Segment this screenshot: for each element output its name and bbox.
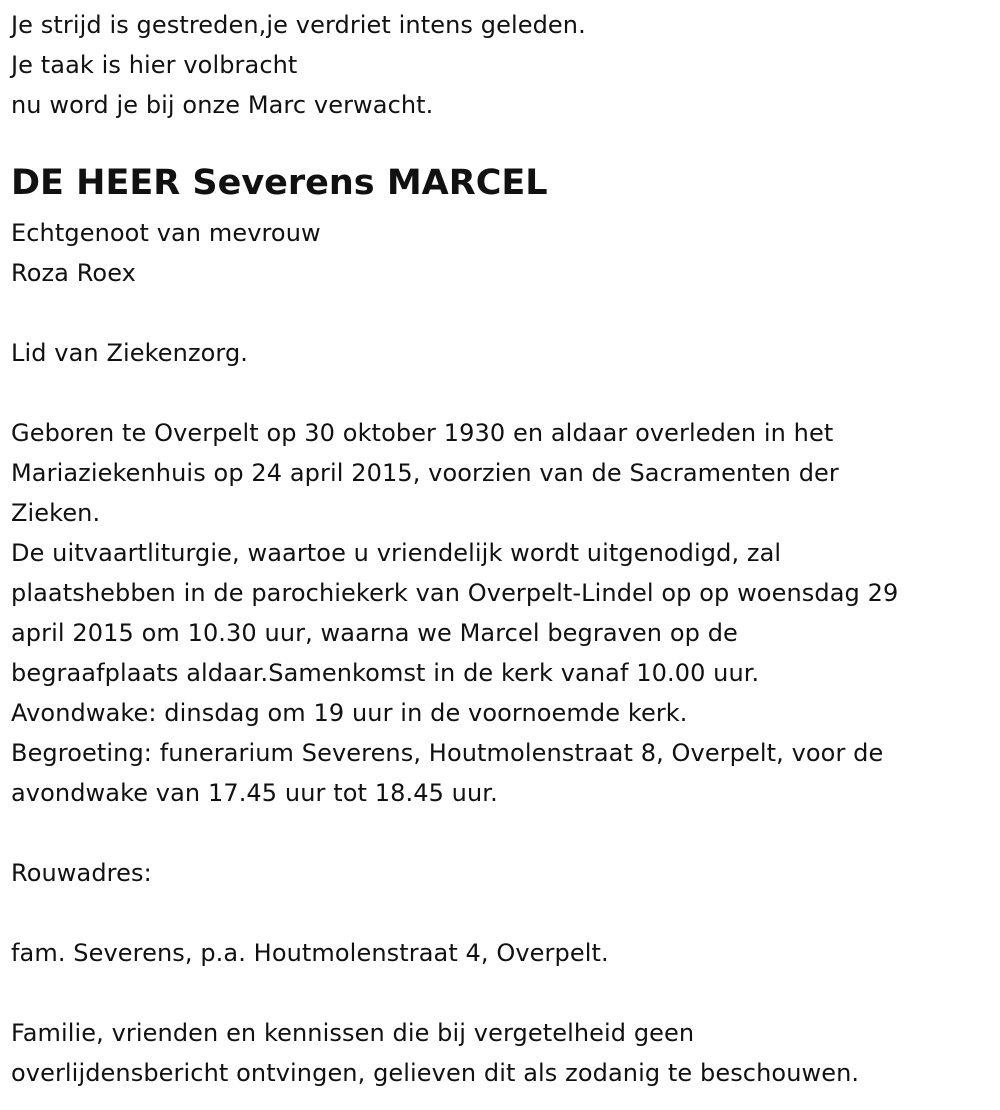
spouse-block: [11, 213, 991, 293]
details-line: avondwake van 17.45 uur tot 18.45 uur.: [11, 779, 498, 807]
details-line: Zieken.: [11, 499, 101, 527]
closing-line: overlijdensbericht ontvingen, gelieven dit als zodanig te beschouwen.: [11, 1059, 860, 1087]
obituary-document: [11, 0, 991, 1093]
spouse-line: Echtgenoot van mevrouw: [11, 219, 321, 247]
spacer: [11, 293, 991, 333]
poem-line: Je taak is hier volbracht: [11, 51, 298, 79]
spacer: [11, 813, 991, 853]
membership-text: Lid van Ziekenzorg.: [11, 339, 249, 367]
spacer: [11, 893, 991, 933]
closing-block: [11, 1013, 991, 1093]
spacer: [11, 973, 991, 1013]
poem-line: nu word je bij onze Marc verwacht.: [11, 91, 434, 119]
details-line: plaatshebben in de parochiekerk van Overpelt-Lindel op op woensdag 29: [11, 579, 899, 607]
details-line: Mariaziekenhuis op 24 april 2015, voorzien van de Sacramenten der: [11, 459, 839, 487]
spouse-name: Roza Roex: [11, 259, 136, 287]
deceased-name-title: DE HEER Severens MARCEL: [11, 163, 548, 203]
poem: [11, 5, 991, 125]
details-line: april 2015 om 10.30 uur, waarna we Marcel begraven op de: [11, 619, 738, 647]
details-line: Geboren te Overpelt op 30 oktober 1930 en aldaar overleden in het: [11, 419, 834, 447]
details-line: begraafplaats aldaar.Samenkomst in de kerk vanaf 10.00 uur.: [11, 659, 760, 687]
mourning-address-label: Rouwadres:: [11, 859, 152, 887]
spacer: [11, 373, 991, 413]
details-block: [11, 413, 991, 813]
details-line: Avondwake: dinsdag om 19 uur in de voornoemde kerk.: [11, 699, 688, 727]
mourning-address: fam. Severens, p.a. Houtmolenstraat 4, Overpelt.: [11, 939, 609, 967]
details-line: Begroeting: funerarium Severens, Houtmolenstraat 8, Overpelt, voor de: [11, 739, 884, 767]
closing-line: Familie, vrienden en kennissen die bij vergetelheid geen: [11, 1019, 695, 1047]
poem-line: Je strijd is gestreden,je verdriet intens geleden.: [11, 11, 586, 39]
details-line: De uitvaartliturgie, waartoe u vriendelijk wordt uitgenodigd, zal: [11, 539, 782, 567]
